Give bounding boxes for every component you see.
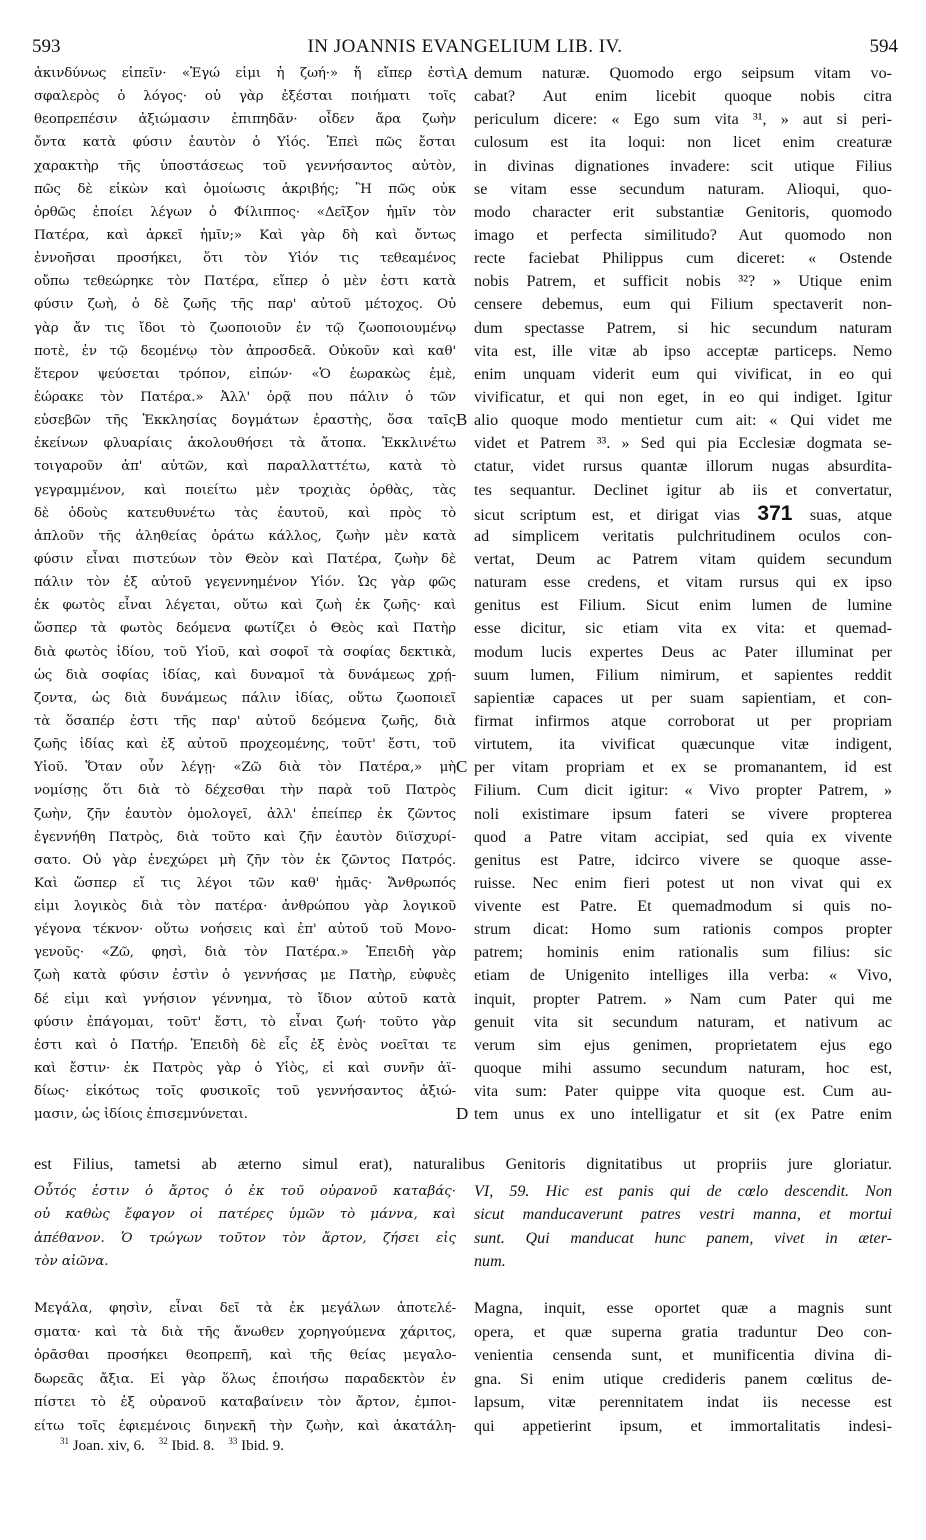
margin-letter-d: D — [456, 1104, 469, 1123]
text-line: δίως· εἰκότως τοῖς φυσικοῖς τοῦ γεννήσαντος ἀξιώ- — [34, 1084, 456, 1100]
text-line: alio quoque modo mentietur cum ait: « Qui videt me — [474, 412, 892, 430]
text-line: ruisse. Nec enim fieri potest ut non vivat qui ex — [474, 874, 892, 892]
latin-column-commentary — [474, 1297, 892, 1438]
text-line: ὡς διὰ σοφίας ἰδίας, καὶ δυναμοῖ τὰ δυνάμεως χρῄ- — [34, 667, 456, 683]
text-line: nobis Patrem, et sufficit nobis ³²? » Utique enim — [474, 273, 892, 291]
text-line: modo character erit substantiæ Genitoris, quomodo — [474, 203, 892, 221]
text-line: σφαλερὸς ὁ λόγος· οὐ γὰρ ἐξέσται ποιήματι τοῖς — [34, 89, 456, 105]
text-line: οὔπω τεθεώρηκε τὸν Πατέρα, εἴπερ ὁ μὲν ἐστι κατὰ — [34, 274, 456, 290]
text-line: γὰρ ἄν τις ἴδοι τὸ ζωοποιοῦν ἐν τῷ ζωοποιουμένῳ — [34, 320, 456, 336]
text-line: strum dicat: Homo sum rationis compos propter — [474, 921, 892, 939]
text-line: ζωὴ κατὰ φύσιν ἐστὶν ὁ γεννήσας με Πατὴρ, εὐφυὲς — [34, 968, 456, 984]
text-line: quoque mihi assumo secundum naturam, hoc est, — [474, 1060, 892, 1078]
footnotes — [60, 1436, 298, 1455]
latin-verse-block — [474, 1180, 892, 1274]
text-line: πίστει τὸ ἐξ οὐρανοῦ καταβαίνειν τὸν ἄρτον, ἐμποι- — [34, 1395, 456, 1410]
text-line: δέ εἰμι καὶ γνήσιον γέννημα, τὸ ἴδιον αὐτοῦ κατὰ — [34, 991, 456, 1007]
text-line: σματα· καὶ τὰ διὰ τῆς ἄνωθεν χορηγούμενα χάριτος, — [34, 1324, 456, 1340]
text-line: esse dicitur, sic etiam vita ex vita: et quemad- — [474, 620, 892, 638]
footnote — [159, 1438, 215, 1454]
text-line: noli existimare ipsum fateri se vivere propterea — [474, 805, 892, 823]
text-line: patrem; hominis enim rationalis sum filius: sic — [474, 944, 892, 962]
text-line: ἁπλοῦν τῆς ἀληθείας ὁράτω κάλλος, ζωὴν μὲν κατὰ — [34, 528, 456, 544]
latin-column-main — [474, 62, 892, 1126]
text-line: venientia censenda sunt, et munificentia divina di- — [474, 1347, 892, 1364]
text-line: ἕτερον ψεύσεται τρόπον, εἰπών· «Ὁ ἑωρακὼς ἐμὲ, — [34, 366, 456, 382]
text-line: διὰ φωτὸς ἰδίου, τοῦ Υἱοῦ, καὶ σοφοῖ τὰ σοφίας δεκτικὰ, — [34, 644, 456, 660]
text-line: νομίσῃς ὅτι διὰ τὸ δέχεσθαι τὴν παρὰ τοῦ Πατρὸς — [34, 783, 456, 799]
text-line: vivente est Patre. Et quemadmodum si quis no- — [474, 898, 892, 916]
text-line: vivificatur, et qui non eget, in eo qui indiget. Igitur — [474, 388, 892, 406]
text-line: τοιγαροῦν ἀπ' αὐτῶν, καὶ παραλλαττέτω, κατὰ τὸ — [34, 459, 456, 475]
text-line: εὐσεβῶν τῆς Ἐκκλησίας δογμάτων ἐραστὴς, ὅσα ταῖς — [34, 413, 456, 429]
text-line: Οὗτός ἐστιν ὁ ἄρτος ὁ ἐκ τοῦ οὐρανοῦ καταβάς· — [34, 1184, 456, 1199]
text-line: ad simplicem veritatis pulchritudinem oculos con- — [474, 527, 892, 545]
text-line: χαρακτὴρ τῆς ὑποστάσεως τοῦ γεννήσαντος αὐτὸν, — [34, 158, 456, 174]
text-line: imago et perfecta similitudo? Aut quomodo non — [474, 226, 892, 244]
text-line: τὰ ὅσαπέρ ἐστι τῆς παρ' αὐτοῦ δεόμενα ζωῆς, διὰ — [34, 713, 456, 729]
text-line — [474, 502, 892, 525]
text-line: vita est, ille vitæ ab ipso acceptæ particeps. Nemo — [474, 342, 892, 360]
text-line: γέγονα τέκνον· οὕτω νοήσεις καὶ ἐπ' αὐτοῦ τοῦ Μονο- — [34, 922, 456, 938]
text-line: ζωῆς ἰδίας καὶ ἐξ αὐτοῦ προχεομένης, τοῦτ' ἔστι, τοῦ — [34, 737, 456, 753]
text-line: recte faciebat Philippus cum diceret: « Ostende — [474, 250, 892, 268]
text-line: cabat? Aut enim licebit quoque nobis citra — [474, 88, 892, 106]
text-line: ὀρθῶς ἐποίει λέγων ὁ Φίλιππος· «Δεῖξον ἡμῖν τὸν — [34, 204, 456, 220]
text-line: γενοῦς· «Ζῶ, φησὶ, διὰ τὸν Πατέρα.» Ἐπειδὴ γὰρ — [34, 945, 456, 961]
greek-verse-block — [34, 1180, 456, 1274]
text-line: φύσιν εἶναι πιστεύων τὸν Θεὸν καὶ Πατέρα, ζωὴν δὲ — [34, 551, 456, 567]
text-line: per vitam propriam et ex se promanantem, id est — [474, 759, 892, 777]
footnote-text: Ibid. 9. — [237, 1438, 285, 1454]
text-line: ἐστι καὶ ὁ Πατήρ. Ἐπειδὴ δὲ εἷς ἐξ ἑνὸς νοεῖται τε — [34, 1037, 456, 1053]
text-line: sicut manducaverunt patres vestri manna, et mortui — [474, 1206, 892, 1224]
text-line: censere debemus, eum qui Filium spectaverit non- — [474, 296, 892, 314]
footnote-text: Ibid. 8. — [167, 1438, 215, 1454]
text-line: lapsum, vitæ perennitatem indat iis necesse est — [474, 1394, 892, 1411]
text-line: Καὶ ὥσπερ εἴ τις λέγοι τῶν καθ' ἡμᾶς· Ἄνθρωπός — [34, 875, 456, 891]
text-line: ἀπέθανον. Ὁ τρώγων τοῦτον τὸν ἄρτον, ζήσει εἰς — [34, 1230, 456, 1246]
text-line: firmat infirmos atque corroborat ut per propriam — [474, 712, 892, 730]
running-title: IN JOANNIS EVANGELIUM LIB. IV. — [307, 36, 623, 57]
text-line: πάλιν τὸν ἐξ αὐτοῦ γεγεννημένον Υἱόν. Ὡς γὰρ φῶς — [34, 575, 456, 591]
text-line: ὁρᾶσθαι προσήκει θεοπρεπῆ, καὶ τῆς θείας μεγαλο- — [34, 1348, 456, 1363]
text-line: dum spectasse Patrem, si hic secundum naturam — [474, 319, 892, 337]
text-line: inquit, propter Patrem. » Nam cum Pater qui me — [474, 990, 892, 1008]
footnote — [228, 1438, 284, 1454]
text-line: ἐκ φωτὸς εἶναι λέγεται, οὕτω καὶ ζωὴ ἐκ ζωῆς· καὶ — [34, 598, 456, 614]
text-line: sunt. Qui manducat hunc panem, vivet in æter- — [474, 1229, 892, 1247]
page-number-right: 594 — [869, 36, 898, 57]
text-line: ἐκείνων φλυαρίαις ἀκολουθήσει τὰ ἄτοπα. Ἐκκλινέτω — [34, 436, 456, 452]
text-line: Magna, inquit, esse oportet quæ a magnis sunt — [474, 1300, 892, 1317]
text-line: δὲ ὁδοὺς κατευθυνέτω τὰς ἑαυτοῦ, καὶ πρὸς τὸ — [34, 505, 456, 521]
text-line: καὶ ἔστιν· ἐκ Πατρὸς γὰρ ὁ Υἱὸς, εἰ καὶ συνῆν ἀϊ- — [34, 1061, 456, 1077]
text-line: Filium. Cum dicit igitur: « Vivo propter Patrem, » — [474, 782, 892, 800]
text-line: ἑώρακε τὸν Πατέρα.» Ἀλλ' ὁρᾷ που πάλιν ὁ τῶν — [34, 389, 456, 405]
text-line: vita sum: Pater quippe vita quoque est. Cum au- — [474, 1083, 892, 1101]
page-mark: 371 — [740, 501, 810, 525]
text-line: demum naturæ. Quomodo ergo seipsum vitam vo- — [474, 65, 892, 82]
footnote-number: 33 — [228, 1436, 238, 1446]
footnote-number: 31 — [60, 1436, 69, 1446]
greek-column-main — [34, 62, 456, 1126]
text-line: genitus est Filium. Sicut enim lumen de lumine — [474, 597, 892, 615]
text-line: sapientiæ capaces ut per suam sapientiam, et con- — [474, 689, 892, 707]
text-line: ctatur, videt rursus quantæ illorum nugas absurdita- — [474, 458, 892, 476]
text-line: qui appetierint ipsum, et immortalitatis indesi- — [474, 1417, 892, 1435]
page-header — [32, 36, 898, 58]
text-line: num. — [474, 1253, 506, 1271]
text-line: genitus est Patre, idcirco vivere se quoque asse- — [474, 851, 892, 869]
text-line: ὥσπερ τὰ φωτὸς δεόμενα φωτίζει ὁ Θεὸς καὶ Πατὴρ — [34, 621, 456, 637]
footnote — [60, 1438, 145, 1454]
margin-letter-a: A — [456, 64, 469, 83]
full-width-line: est Filius, tametsi ab æterno simul erat), naturalibus Genitoris dignitatibus ut propriis jure gloriatur. — [34, 1156, 892, 1173]
text-line: ζοντα, ὡς διὰ δυνάμεως πάλιν ἰδίας, οὕτω ζωοποιεῖ — [34, 690, 456, 706]
text-line: quod a Patre vitam accipiat, sed quia ex vivente — [474, 828, 892, 846]
text-line: naturam esse credens, et vitam rursus qui ex ipso — [474, 574, 892, 592]
footnote-number: 32 — [158, 1436, 168, 1446]
text-line: tes sequantur. Declinet igitur ab iis et convertatur, — [474, 481, 892, 499]
text-line: ἐγεννήθη Πατρὸς, διὰ τοῦτο καὶ ζῆν ἑαυτὸν διϊσχυρί- — [34, 829, 456, 845]
text-line: culosum est ita loqui: non licet enim creaturæ — [474, 134, 892, 152]
text-line: virtutem, ita vivificat quæcunque vitæ indigent, — [474, 736, 892, 754]
text-line: ἀκινδύνως εἰπεῖν· «Ἐγώ εἰμι ἡ ζωή·» ἤ εἴπερ ἐστὶ — [34, 66, 456, 81]
text-fragment: sicut scriptum est, et dirigat vias — [474, 506, 741, 524]
text-line: τὸν αἰῶνα. — [34, 1254, 109, 1270]
margin-letter-b: B — [456, 410, 468, 429]
text-line: ποτὲ, ἐν τῷ δεομένῳ τὸν ἀπροσδεᾶ. Οὐκοῦν καὶ καθ' — [34, 343, 456, 359]
text-line: periculum dicere: « Ego sum vita ³¹, » aut si peri- — [474, 111, 892, 129]
text-line: σατο. Οὐ γὰρ ἐνεχώρει μὴ ζῆν τὸν ἐκ ζῶντος Πατρός. — [34, 852, 456, 868]
text-line: gna. Si enim utique credideris panem cœlitus de- — [474, 1370, 892, 1388]
text-line: Πατέρα, καὶ ἀρκεῖ ἡμῖν;» Καὶ γὰρ δὴ καὶ ὄντως — [34, 227, 456, 243]
footnote-text: Joan. xiv, 6. — [69, 1438, 145, 1454]
page-number-left: 593 — [32, 36, 61, 57]
text-line: vertat, Deum ac Patrem vitam quidem secundum — [474, 550, 892, 568]
text-line: ἐννοῆσαι προσήκει, ὅτι τὸν Υἱόν τις τεθεαμένος — [34, 251, 456, 267]
text-line: suum lumen, Filium nimirum, et sapientes reddit — [474, 666, 892, 684]
greek-column-commentary — [34, 1297, 456, 1438]
text-line: πῶς δὲ εἰκὼν καὶ ὁμοίωσις ἀκριβής; Ἢ πῶς οὐκ — [34, 181, 456, 197]
text-line: φύσιν ζωὴ, ὁ δὲ ζωῆς τῆς παρ' αὐτοῦ μέτοχος. Οὐ — [34, 297, 456, 313]
text-line: δωρεᾶς ἄξια. Εἰ γὰρ ὅλως ἐποιήσω παραδεκτὸν ἐν — [34, 1371, 456, 1387]
margin-letter-c: C — [456, 757, 468, 776]
text-line: in divinas dignationes invadere: scit utique Filius — [474, 157, 892, 175]
text-line: θεοπρεπέσιν ἀξιώμασιν ἐπιπηδᾶν· οἶδεν ἄρα ζωὴν — [34, 112, 456, 128]
text-line: οὐ καθὼς ἔφαγον οἱ πατέρες ὑμῶν τὸ μάννα, καὶ — [34, 1207, 456, 1223]
text-line: εἰμι λογικὸς διὰ τὸν πατέρα· ἀνθρώπου γὰρ λογικοῦ — [34, 899, 456, 915]
text-line: enim unquam viderit eum qui vivificat, in eo qui — [474, 365, 892, 383]
text-line: modum lucis expertes Deus ac Pater illuminat per — [474, 643, 892, 661]
text-line: ὄντα κατὰ φύσιν ἑαυτὸν ὁ Υἱός. Ἐπεὶ πῶς ἔσται — [34, 135, 456, 151]
text-line: se vitam esse secundum naturam. Alioqui, quo- — [474, 180, 892, 198]
text-line: videt et Patrem ³³. » Sed qui pia Ecclesiæ dogmata se- — [474, 435, 892, 453]
text-line: Μεγάλα, φησὶν, εἶναι δεῖ τὰ ἐκ μεγάλων ἀποτελέ- — [34, 1301, 456, 1316]
text-line: genuit vita sit secundum naturam, et nativum ac — [474, 1013, 892, 1031]
text-line: verum sim ejus genimen, proprietatem ejus ego — [474, 1036, 892, 1054]
text-fragment: suas, atque — [809, 506, 892, 524]
text-line: ζωὴν, ζῆν ἑαυτὸν ὁμολογεῖ, ἀλλ' ἐπείπερ ἐκ ζῶντος — [34, 806, 456, 822]
text-line: tem unus ex uno intelligatur et sit (ex Patre enim — [474, 1106, 892, 1124]
text-line: γεγραμμένον, καὶ ποιείτω μὲν τροχιὰς ὀρθὰς, τὰς — [34, 482, 456, 498]
text-line: είτω τοῖς ἐφιεμένοις διηνεκῆ τὴν ζωὴν, καὶ ἀκατάλη- — [34, 1418, 456, 1434]
text-line: opera, et quæ superna gratia traduntur Deo con- — [474, 1323, 892, 1341]
text-line: etiam de Unigenito intelliges illa verba: « Vivo, — [474, 967, 892, 985]
text-line: Υἱοῦ. Ὅταν οὖν λέγῃ· «Ζῶ διὰ τὸν Πατέρα,» μὴ — [34, 760, 456, 776]
text-line: VI, 59. Hic est panis qui de cœlo descendit. Non — [474, 1183, 892, 1200]
text-line: φύσιν ἐπάγομαι, τοῦτ' ἔστι, τὸ εἶναι ζωή· τοῦτο γὰρ — [34, 1014, 456, 1030]
text-line: μασιν, ὡς ἰδίοις ἐπισεμνύνεται. — [34, 1107, 248, 1123]
